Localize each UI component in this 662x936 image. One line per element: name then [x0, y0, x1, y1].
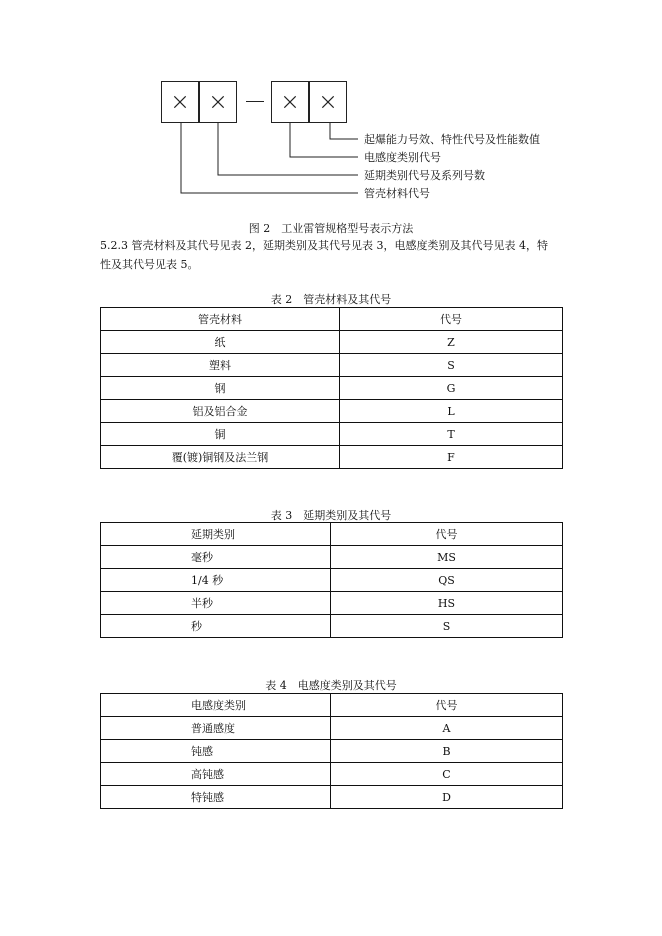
label-shell-material: 管壳材料代号 [364, 187, 430, 200]
table-cell: D [331, 786, 563, 809]
table-cell: 塑料 [101, 354, 340, 377]
paragraph-line-2: 性及其代号见表 5。 [100, 258, 199, 271]
table-row [101, 354, 563, 377]
table-row [101, 423, 563, 446]
table-cell: 普通感度 [101, 717, 331, 740]
table-row [101, 740, 563, 763]
table-row [101, 377, 563, 400]
table-row [101, 786, 563, 809]
label-electric-sensitivity: 电感度类别代号 [364, 151, 441, 164]
table4 [100, 693, 563, 809]
label-delay-category: 延期类别代号及系列号数 [364, 169, 485, 182]
table-row [101, 763, 563, 786]
table-row [101, 446, 563, 469]
table-row [101, 569, 563, 592]
table-row [101, 592, 563, 615]
header-cell: 管壳材料 [101, 308, 340, 331]
table-cell: 纸 [101, 331, 340, 354]
table-cell: B [331, 740, 563, 763]
table-cell: 覆(镀)铜钢及法兰钢 [101, 446, 340, 469]
table-cell: T [340, 423, 563, 446]
table-cell: 铜 [101, 423, 340, 446]
table-cell: 秒 [101, 615, 331, 638]
table-row [101, 546, 563, 569]
table-cell: S [331, 615, 563, 638]
table4-caption: 表 4 电感度类别及其代号 [265, 679, 397, 692]
table-header-row [101, 308, 563, 331]
table-cell: S [340, 354, 563, 377]
section-paragraph [100, 236, 570, 274]
table-cell: A [331, 717, 563, 740]
table2-caption: 表 2 管壳材料及其代号 [270, 293, 392, 306]
table3 [100, 522, 563, 638]
table-header-row [101, 523, 563, 546]
label-initiation-capacity: 起爆能力号效、特性代号及性能数值 [364, 133, 540, 146]
header-cell: 代号 [331, 523, 563, 546]
table-cell: 钝感 [101, 740, 331, 763]
header-cell: 电感度类别 [101, 694, 331, 717]
paragraph-line-1: 5.2.3 管壳材料及其代号见表 2，延期类别及其代号见表 3，电感度类别及其代号见表 4，特 [100, 239, 548, 252]
table-cell: QS [331, 569, 563, 592]
header-cell: 代号 [340, 308, 563, 331]
table-cell: HS [331, 592, 563, 615]
table-cell: G [340, 377, 563, 400]
table-cell: 高钝感 [101, 763, 331, 786]
table-cell: MS [331, 546, 563, 569]
table-row [101, 400, 563, 423]
header-cell: 代号 [331, 694, 563, 717]
table-cell: F [340, 446, 563, 469]
table2 [100, 307, 563, 469]
table-cell: 半秒 [101, 592, 331, 615]
table-cell: C [331, 763, 563, 786]
table-cell: 特钝感 [101, 786, 331, 809]
figure-caption: 图 2 工业雷管规格型号表示方法 [248, 222, 414, 235]
table-row [101, 331, 563, 354]
table-row [101, 717, 563, 740]
table-cell: 毫秒 [101, 546, 331, 569]
header-cell: 延期类别 [101, 523, 331, 546]
table-header-row [101, 694, 563, 717]
table3-caption: 表 3 延期类别及其代号 [270, 509, 392, 522]
leader-lines [0, 0, 662, 210]
table-cell: Z [340, 331, 563, 354]
table-row [101, 615, 563, 638]
table-cell: 铝及铝合金 [101, 400, 340, 423]
table-cell: 钢 [101, 377, 340, 400]
table-cell: 1/4 秒 [101, 569, 331, 592]
table-cell: L [340, 400, 563, 423]
